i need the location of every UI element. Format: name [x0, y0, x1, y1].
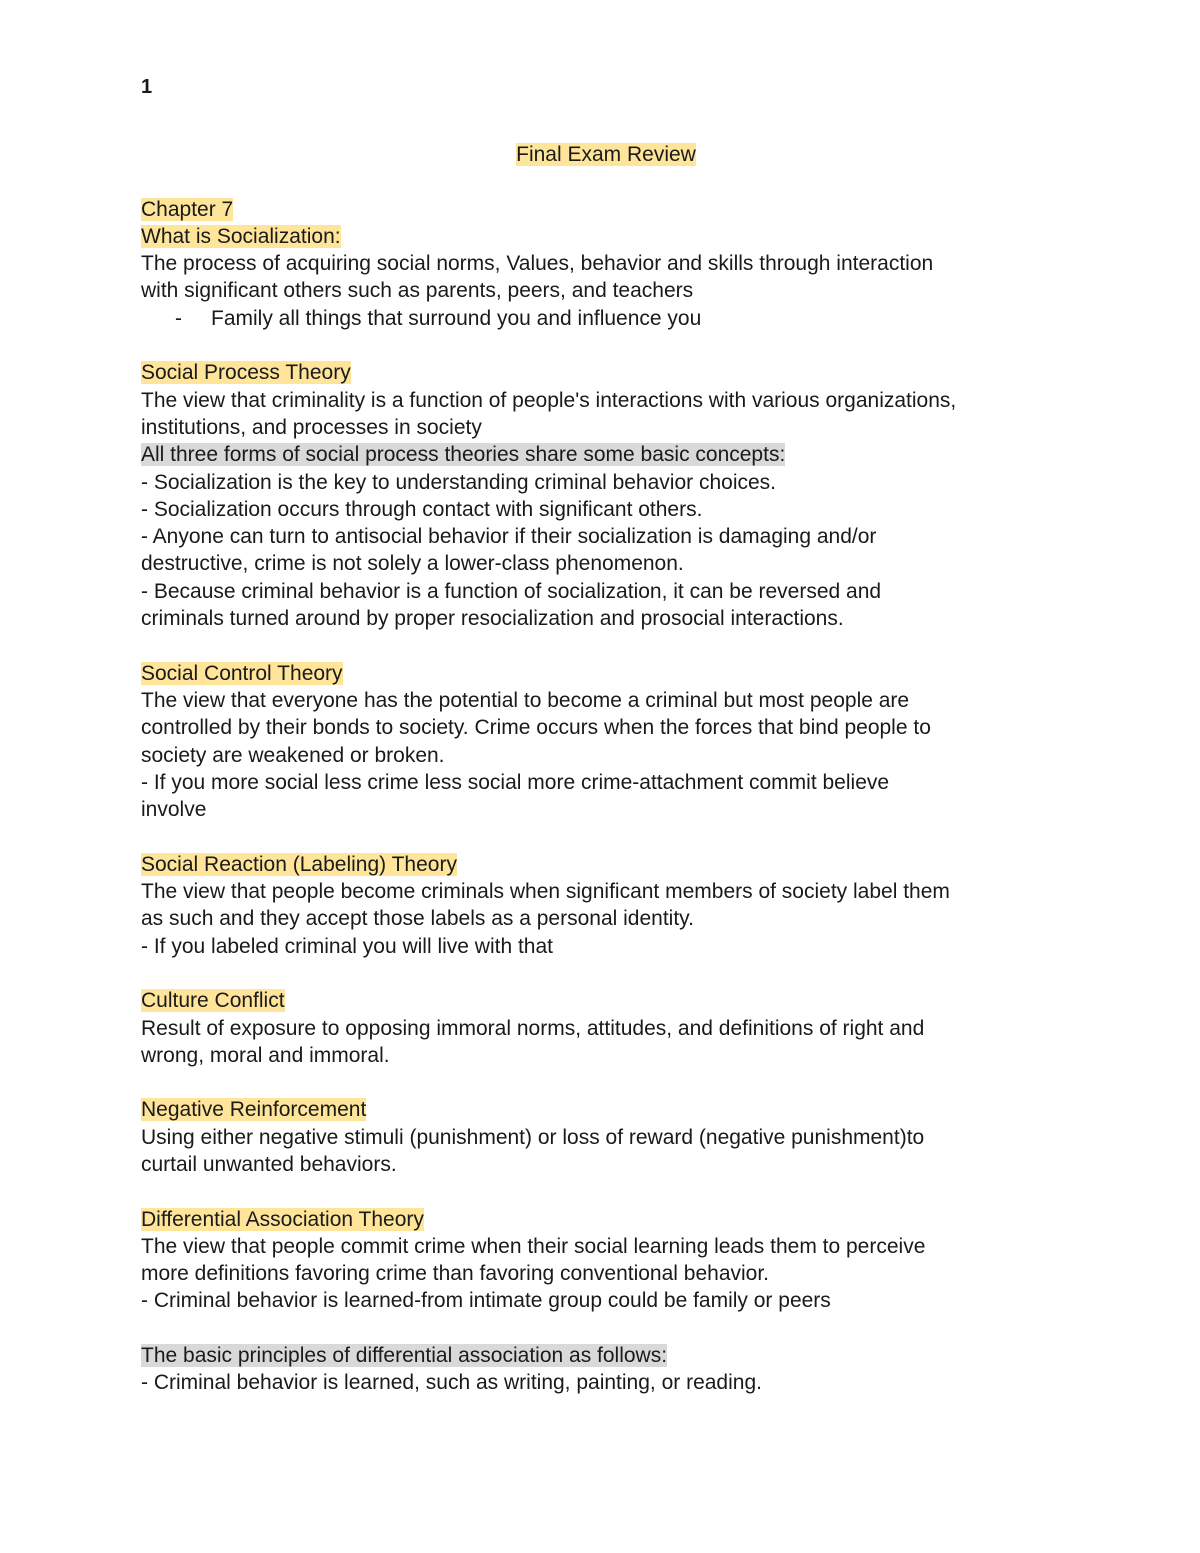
social-process-heading: Social Process Theory: [141, 361, 351, 385]
culture-conflict-heading-line: [141, 987, 1071, 1014]
principles-text: - Criminal behavior is learned, such as writing, painting, or reading.: [141, 1371, 762, 1395]
spacer: [141, 168, 1071, 195]
social-reaction-text: - If you labeled criminal you will live with that: [141, 934, 554, 958]
bullet-text: Family all things that surround you and influence you: [211, 306, 702, 330]
principles-heading-line: [141, 1342, 1071, 1369]
document-title: Final Exam Review: [516, 143, 696, 166]
document-body: [141, 141, 1071, 1397]
principles-heading: The basic principles of differential association as follows:: [141, 1344, 668, 1368]
social-process-text: The view that criminality is a function of people's interactions with various organizations,: [141, 388, 957, 412]
social-control-text: - If you more social less crime less social more crime-attachment commit believe: [141, 770, 890, 794]
differential-association-text: - Criminal behavior is learned-from intimate group could be family or peers: [141, 1289, 831, 1313]
social-control-text: controlled by their bonds to society. Crime occurs when the forces that bind people to: [141, 716, 931, 740]
social-control-text: The view that everyone has the potential to become a criminal but most people are: [141, 688, 910, 712]
social-process-point: - Because criminal behavior is a function of socialization, it can be reversed and: [141, 579, 882, 603]
spacer: [141, 823, 1071, 850]
page-number: 1: [141, 76, 153, 98]
social-control-heading: Social Control Theory: [141, 661, 343, 685]
social-control-heading-line: [141, 660, 1071, 687]
social-process-text: institutions, and processes in society: [141, 415, 482, 439]
socialization-heading-line: [141, 223, 1071, 250]
culture-conflict-text: Result of exposure to opposing immoral norms, attitudes, and definitions of right and: [141, 1016, 925, 1040]
differential-association-heading-line: [141, 1206, 1071, 1233]
social-process-point: criminals turned around by proper resocialization and prosocial interactions.: [141, 607, 844, 631]
social-reaction-text: The view that people become criminals when significant members of society label them: [141, 880, 950, 904]
social-reaction-heading: Social Reaction (Labeling) Theory: [141, 852, 457, 876]
bullet-dash: -: [175, 306, 182, 330]
social-control-text: society are weakened or broken.: [141, 743, 445, 767]
spacer: [141, 332, 1071, 359]
culture-conflict-heading: Culture Conflict: [141, 989, 285, 1013]
social-process-subheading: All three forms of social process theories share some basic concepts:: [141, 443, 786, 467]
socialization-bullet: [141, 305, 1071, 332]
spacer: [141, 1069, 1071, 1096]
social-process-heading-line: [141, 359, 1071, 386]
negative-reinforcement-heading: Negative Reinforcement: [141, 1098, 367, 1122]
social-reaction-heading-line: [141, 851, 1071, 878]
spacer: [141, 1315, 1071, 1342]
socialization-text: with significant others such as parents, peers, and teachers: [141, 279, 694, 303]
spacer: [141, 632, 1071, 659]
spacer: [141, 960, 1071, 987]
document-title-line: [141, 141, 1071, 168]
negative-reinforcement-text: curtail unwanted behaviors.: [141, 1152, 397, 1176]
chapter-heading: Chapter 7: [141, 197, 234, 221]
negative-reinforcement-heading-line: [141, 1096, 1071, 1123]
social-process-subheading-line: [141, 441, 1071, 468]
social-process-point: - Socialization is the key to understanding criminal behavior choices.: [141, 470, 776, 494]
culture-conflict-text: wrong, moral and immoral.: [141, 1043, 390, 1067]
differential-association-heading: Differential Association Theory: [141, 1207, 424, 1231]
social-process-point: destructive, crime is not solely a lower-class phenomenon.: [141, 552, 684, 576]
chapter-line: [141, 196, 1071, 223]
social-control-text: involve: [141, 798, 207, 822]
social-process-point: - Socialization occurs through contact with significant others.: [141, 497, 703, 521]
negative-reinforcement-text: Using either negative stimuli (punishment) or loss of reward (negative punishment)to: [141, 1125, 925, 1149]
social-reaction-text: as such and they accept those labels as a personal identity.: [141, 907, 694, 931]
social-process-point: - Anyone can turn to antisocial behavior if their socialization is damaging and/or: [141, 525, 877, 549]
socialization-text: The process of acquiring social norms, Values, behavior and skills through interaction: [141, 252, 934, 276]
differential-association-text: more definitions favoring crime than favoring conventional behavior.: [141, 1262, 770, 1286]
differential-association-text: The view that people commit crime when their social learning leads them to perceive: [141, 1234, 926, 1258]
socialization-heading: What is Socialization:: [141, 224, 341, 248]
spacer: [141, 1178, 1071, 1205]
